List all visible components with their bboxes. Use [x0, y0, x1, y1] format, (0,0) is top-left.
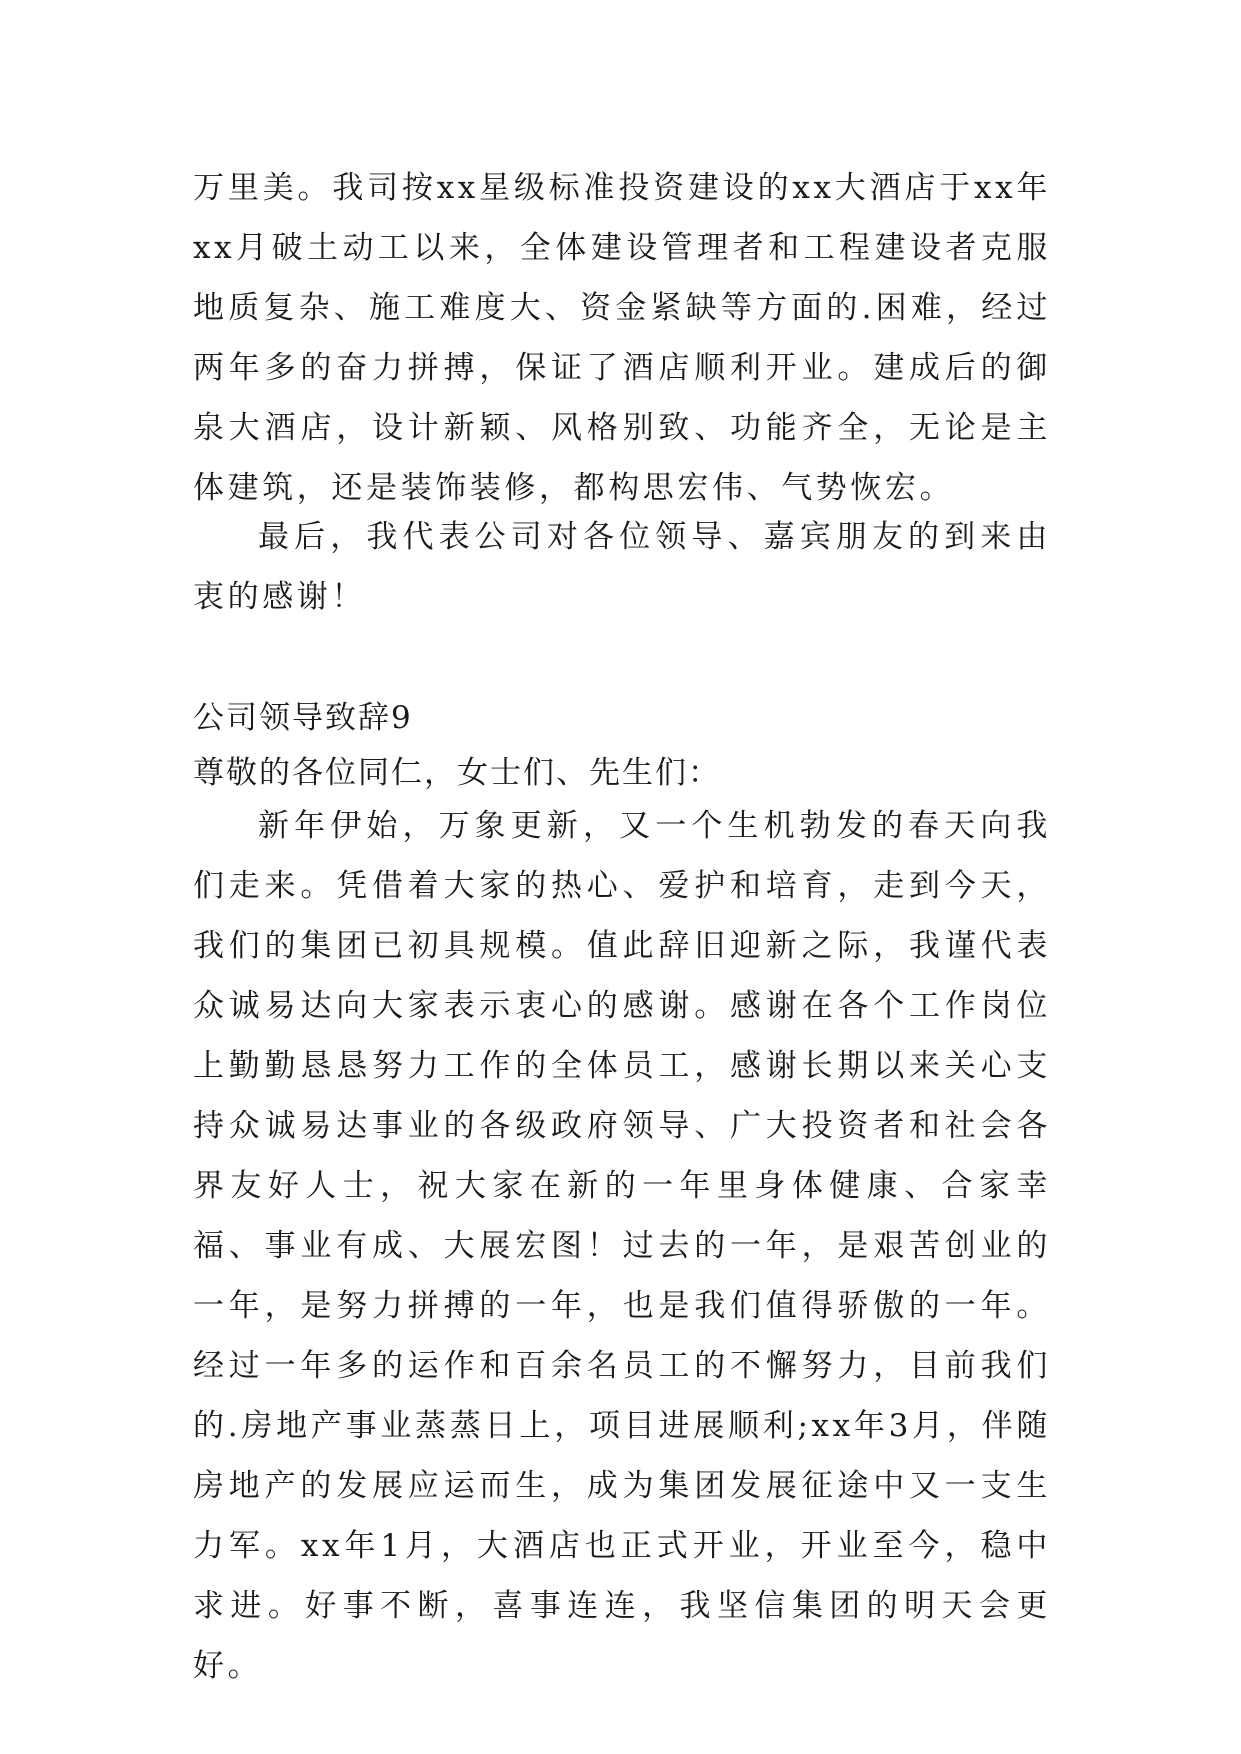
- section-title: 公司领导致辞9: [193, 700, 413, 736]
- closing-paragraph: 最后，我代表公司对各位领导、嘉宾朋友的到来由衷的感谢！: [193, 519, 1051, 615]
- salutation: 尊敬的各位同仁，女士们、先生们：: [193, 755, 721, 791]
- body-paragraph: 新年伊始，万象更新，又一个生机勃发的春天向我们走来。凭借着大家的热心、爱护和培育，走到今天，我们的集团已初具规模。值此辞旧迎新之际，我谨代表众诚易达向大家表示衷心的感谢。感谢在各个工作岗位上勤勤恳恳努力工作的全体员工，感谢长期以来关心支持众诚易达事业的各级政府领导、广大投资者和社会各界友好人士，祝大家在新的一年里身体健康、合家幸福、事业有成、大展宏图！过去的一年，是艰苦创业的一年，是努力拼搏的一年，也是我们值得骄傲的一年。经过一年多的运作和百余名员工的不懈努力，目前我们的.房地产事业蒸蒸日上，项目进展顺利;xx年3月，伴随房地产的发展应运而生，成为集团发展征途中又一支生力军。xx年1月，大酒店也正式开业，开业至今，稳中求进。好事不断，喜事连连，我坚信集团的明天会更好。: [193, 808, 1051, 1684]
- continued-paragraph: 万里美。我司按xx星级标准投资建设的xx大酒店于xx年xx月破土动工以来，全体建设管理者和工程建设者克服地质复杂、施工难度大、资金紧缺等方面的.困难，经过两年多的奋力拼搏，保证了酒店顺利开业。建成后的御泉大酒店，设计新颖、风格别致、功能齐全，无论是主体建筑，还是装饰装修，都构思宏伟、气势恢宏。: [193, 170, 1051, 506]
